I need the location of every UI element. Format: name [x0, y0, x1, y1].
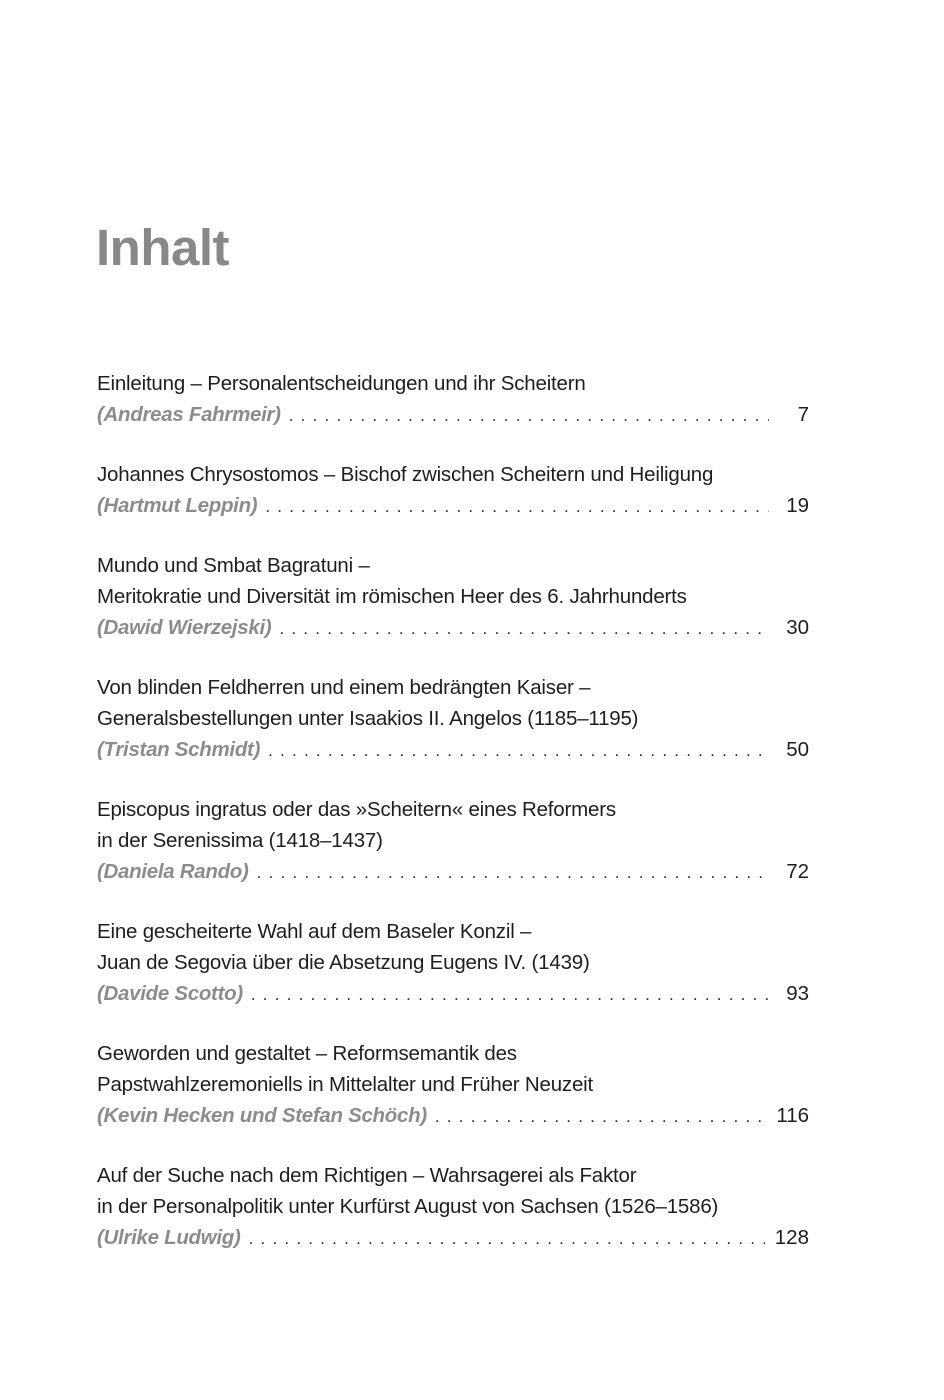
- author-row: [97, 612, 809, 643]
- toc-entry: [97, 459, 809, 521]
- page-number: 72: [786, 860, 809, 883]
- dot-leader: [289, 400, 769, 431]
- author-row: [97, 490, 809, 521]
- entry-title-line: Juan de Segovia über die Absetzung Eugens IV. (1439): [97, 951, 590, 974]
- page-number: 93: [786, 982, 809, 1005]
- toc-entry: [97, 672, 809, 765]
- entry-author: (Ulrike Ludwig): [97, 1226, 241, 1249]
- page-number: 19: [786, 494, 809, 517]
- toc-entry: [97, 916, 809, 1009]
- dot-leader: [279, 613, 769, 644]
- author-row: [97, 856, 809, 887]
- page-number: 50: [786, 738, 809, 761]
- toc-entry: [97, 550, 809, 643]
- entry-title-line: Mundo und Smbat Bagratuni –: [97, 554, 370, 577]
- entry-author: (Hartmut Leppin): [97, 494, 258, 517]
- page-number: 128: [774, 1226, 809, 1249]
- dot-leader: [257, 857, 769, 888]
- entry-title-line: in der Personalpolitik unter Kurfürst August von Sachsen (1526–1586): [97, 1195, 719, 1218]
- entry-title-line: Generalsbestellungen unter Isaakios II. Angelos (1185–1195): [97, 707, 639, 730]
- entry-author: (Andreas Fahrmeir): [97, 403, 281, 426]
- entry-author: (Tristan Schmidt): [97, 738, 261, 761]
- page-number: 30: [786, 616, 809, 639]
- author-row: [97, 734, 809, 765]
- toc-entry: [97, 1038, 809, 1131]
- dot-leader: [251, 979, 769, 1010]
- toc-entry: [97, 794, 809, 887]
- author-row: [97, 1222, 809, 1253]
- entry-title-line: Von blinden Feldherren und einem bedrängten Kaiser –: [97, 676, 591, 699]
- entry-title-line: Auf der Suche nach dem Richtigen – Wahrsagerei als Faktor: [97, 1164, 637, 1187]
- entry-title-line: Eine gescheiterte Wahl auf dem Baseler Konzil –: [97, 920, 532, 943]
- page-number: 7: [797, 403, 809, 426]
- table-of-contents: [97, 368, 809, 1282]
- entry-title-line: Meritokratie und Diversität im römischen Heer des 6. Jahrhunderts: [97, 585, 687, 608]
- entry-title-line: Geworden und gestaltet – Reformsemantik des: [97, 1042, 517, 1065]
- page-title: Inhalt: [96, 219, 229, 276]
- dot-leader: [249, 1223, 765, 1254]
- author-row: [97, 399, 809, 430]
- author-row: [97, 1100, 809, 1131]
- page-number: 116: [776, 1104, 809, 1127]
- entry-title-line: Episcopus ingratus oder das »Scheitern« eines Reformers: [97, 798, 616, 821]
- entry-title-line: Papstwahlzeremoniells in Mittelalter und Früher Neuzeit: [97, 1073, 594, 1096]
- dot-leader: [268, 735, 769, 766]
- dot-leader: [435, 1101, 766, 1132]
- toc-entry: [97, 368, 809, 430]
- entry-author: (Dawid Wierzejski): [97, 616, 272, 639]
- entry-author: (Davide Scotto): [97, 982, 243, 1005]
- author-row: [97, 978, 809, 1009]
- entry-author: (Kevin Hecken und Stefan Schöch): [97, 1104, 427, 1127]
- entry-title-line: Johannes Chrysostomos – Bischof zwischen Scheitern und Heiligung: [97, 463, 714, 486]
- toc-entry: [97, 1160, 809, 1253]
- entry-title-line: Einleitung – Personalentscheidungen und ihr Scheitern: [97, 372, 586, 395]
- entry-author: (Daniela Rando): [97, 860, 249, 883]
- dot-leader: [265, 491, 769, 522]
- entry-title-line: in der Serenissima (1418–1437): [97, 829, 383, 852]
